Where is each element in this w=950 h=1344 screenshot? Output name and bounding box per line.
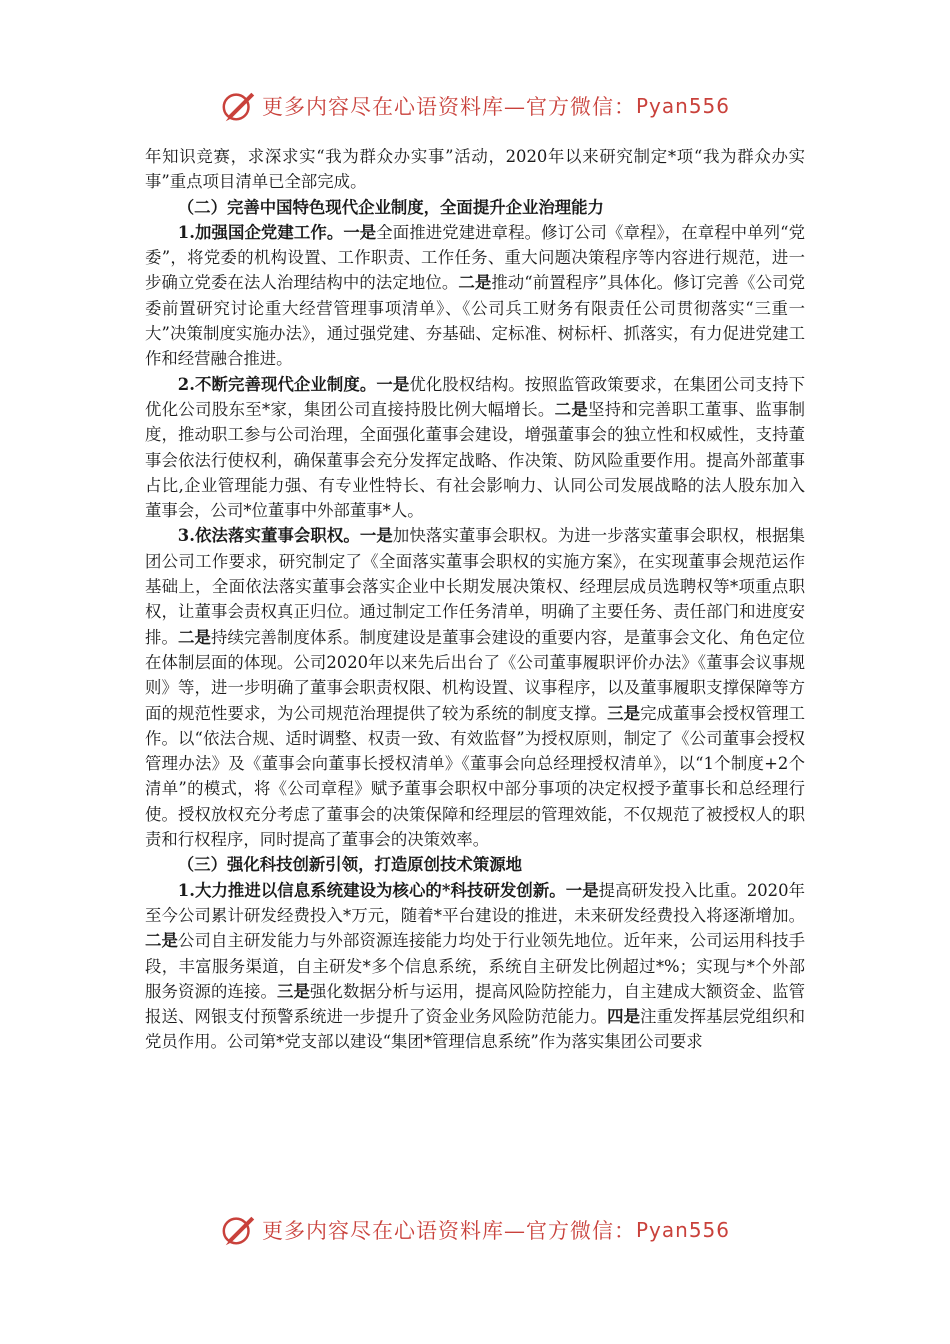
paragraph-board-powers <box>145 523 805 852</box>
point-marker: 一是 <box>565 880 599 900</box>
point-text: 公司自主研发能力与外部资源连接能力均处于行业领先地位。近年来，公司运用科技手段，丰富服务渠道，自主研发*多个信息系统，系统自主研发比例超过*%；实现与*个外部服务资源的连接。 <box>145 931 806 1001</box>
point-text: 坚持和完善职工董事、监事制度，推动职工参与公司治理，全面强化董事会建设，增强董事会的独立性和权威性，支持董事会依法行使权利，确保董事会充分发挥定战略、作决策、防风险重要作用。提高外部董事占比,企业管理能力强、有专业性特长、有社会影响力、认同公司发展战略的法人股东加入董事会，公司*位董事中外部董事*人。 <box>145 399 806 521</box>
section-heading-2: （二）完善中国特色现代企业制度，全面提升企业治理能力 <box>177 197 604 217</box>
point-text: 推动“前置程序”具体化。修订完善《公司党委前置研究讨论重大经营管理事项清单》、《公司兵工财务有限责任公司贯彻落实“三重一大”决策制度实施办法》，通过强党建、夯基础、定标准、树标杆、抓落实，有力促进党建工作和经营融合推进。 <box>145 273 806 369</box>
point-text: 完成董事会授权管理工作。以“依法合规、适时调整、权责一致、有效监督”为授权原则，制定了《公司董事会授权管理办法》及《董事会向董事长授权清单》《董事会向总经理授权清单》，以“1个制度+2个清单”的模式，将《公司章程》赋予董事会职权中部分事项的决定权授予董事长和总经理行使。授权放权充分考虑了董事会的决策保障和经理层的管理效能，不仅规范了被授权人的职责和行权程序，同时提高了董事会的决策效率。 <box>145 703 806 850</box>
paragraph-tech-innovation <box>145 878 805 1055</box>
paragraph-enterprise-system <box>145 372 805 524</box>
banner-wechat-id: Pyan556 <box>635 1218 730 1242</box>
point-text: 加快落实董事会职权。为进一步落实董事会职权，根据集团公司工作要求，研究制定了《全面落实董事会职权的实施方案》，在实现董事会规范运作基础上，全面依法落实董事会落实企业中长期发展决策权、经理层成员选聘权等*项重点职权，让董事会责权真正归位。通过制定工作任务清单，明确了主要任务、责任部门和进度安排。 <box>145 526 806 647</box>
item-lead: 1.大力推进以信息系统建设为核心的*科技研发创新。 <box>177 880 566 900</box>
point-marker: 四是 <box>607 1007 641 1027</box>
header-banner <box>0 86 950 126</box>
point-marker: 一是 <box>343 222 377 242</box>
point-text: 强化数据分析与运用，提高风险防控能力，自主建成大额资金、监管报送、网银支付预警系统进一步提升了资金业务风险防范能力。 <box>145 981 806 1027</box>
point-marker: 一是 <box>359 526 393 546</box>
point-text: 优化股权结构。按照监管政策要求，在集团公司支持下优化公司股东至*家，集团公司直接持股比例大幅增长。 <box>145 374 806 419</box>
footer-banner <box>0 1210 950 1250</box>
point-marker: 二是 <box>145 931 179 951</box>
point-text: 持续完善制度体系。制度建设是董事会建设的重要内容，是董事会文化、角色定位在体制层面的体现。公司2020年以来先后出台了《公司董事履职评价办法》《董事会议事规则》等，进一步明确了董事会职责权限、机构设置、议事程序，以及董事履职支撑保障等方面的规范性要求，为公司规范治理提供了较为系统的制度支撑。 <box>145 627 806 723</box>
point-text: 全面推进党建进章程。修订公司《章程》，在章程中单列“党委”，将党委的机构设置、工作职责、工作任务、重大问题决策程序等内容进行规范，进一步确立党委在法人治理结构中的法定地位。 <box>145 222 805 293</box>
point-marker: 三是 <box>277 981 311 1001</box>
pen-logo-icon <box>220 87 258 125</box>
point-text: 提高研发投入比重。2020年至今公司累计研发经费投入*万元，随着*平台建设的推进，未来研发经费投入将逐渐增加。 <box>145 880 805 925</box>
paragraph-party-building <box>145 220 805 372</box>
point-marker: 二是 <box>178 627 212 647</box>
point-marker: 二是 <box>554 399 589 419</box>
point-marker: 一是 <box>376 374 410 394</box>
document-body <box>145 144 805 1055</box>
banner-wechat-id: Pyan556 <box>635 94 730 118</box>
pen-logo-icon <box>220 1211 258 1249</box>
section-heading-3: （三）强化科技创新引领，打造原创技术策源地 <box>177 855 522 875</box>
banner-text: 更多内容尽在心语资料库—官方微信： <box>261 95 636 119</box>
point-text: 注重发挥基层党组织和党员作用。公司第*党支部以建设“集团*管理信息系统”作为落实集团公司要求 <box>145 1007 806 1052</box>
item-lead: 2.不断完善现代企业制度。 <box>177 374 377 394</box>
banner-text: 更多内容尽在心语资料库—官方微信： <box>261 1219 636 1243</box>
point-marker: 三是 <box>607 703 641 723</box>
item-lead: 1.加强国企党建工作。 <box>177 222 344 242</box>
paragraph-continued: 年知识竞赛，求深求实“我为群众办实事”活动，2020年以来研究制定*项“我为群众办实事”重点项目清单已全部完成。 <box>145 147 805 192</box>
item-lead: 3.依法落实董事会职权。 <box>177 526 360 546</box>
point-marker: 二是 <box>458 273 492 293</box>
